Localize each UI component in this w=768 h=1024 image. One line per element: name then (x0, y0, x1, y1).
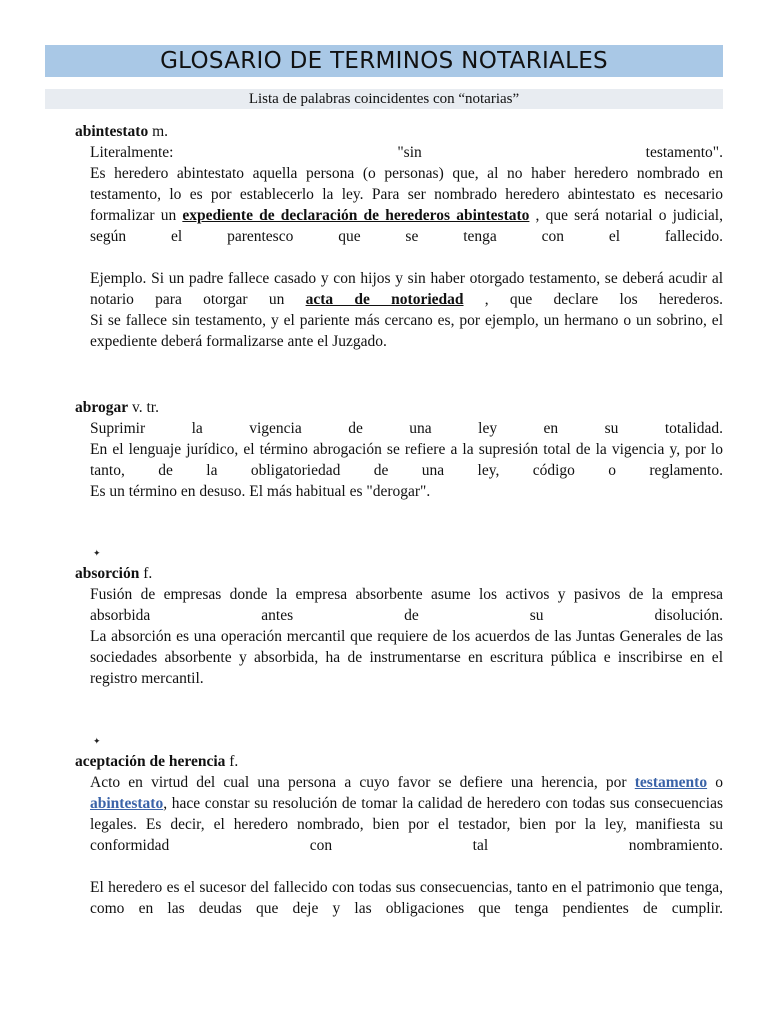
entry-term: abintestato (75, 123, 149, 140)
entry-paragraph (90, 772, 723, 856)
entry-abrogar (75, 397, 723, 502)
page-title: GLOSARIO DE TERMINOS NOTARIALES (45, 45, 723, 77)
page-subtitle: Lista de palabras coincidentes con “notarias” (45, 89, 723, 109)
entry-text: , que declare los herederos. (463, 291, 724, 308)
entry-abintestato (75, 121, 723, 352)
entry-text: Ejemplo. Si un padre fallece casado y con hijos y sin haber otorgado testamento, se deberá acudir al notario para otorgar un (90, 270, 723, 308)
bullet-star-icon: ✦ (93, 736, 101, 746)
entry-heading (75, 563, 723, 584)
entry-pos: f. (139, 565, 153, 582)
entry-paragraph (90, 268, 723, 310)
entry-paragraph: Si se fallece sin testamento, y el pariente más cercano es, por ejemplo, un hermano o un sobrino, el expediente deberá formalizarse ante el Juzgado. (90, 312, 723, 350)
entry-pos: v. tr. (128, 399, 159, 416)
entry-text: , hace constar su resolución de tomar la calidad de heredero con todas sus consecuencias legales. Es decir, el heredero nombrado, bien por el testador, bien por la ley, manifiesta su conformidad con tal nombramiento. (90, 795, 723, 854)
entry-text: o (707, 774, 724, 791)
entry-heading (75, 121, 723, 142)
entry-heading (75, 397, 723, 418)
entry-text: Es heredero abintestato aquella persona (o personas) que, al no haber heredero nombrado en testamento, lo es por establecerlo la ley. Para ser nombrado heredero abintestato es necesario formalizar un (90, 165, 723, 224)
entry-term: abrogar (75, 399, 129, 416)
entry-paragraph: En el lenguaje jurídico, el término abrogación se refiere a la supresión total de la vigencia y, por lo tanto, de la obligatoriedad de una ley, código o reglamento. (90, 441, 723, 479)
entry-aceptacion-herencia (75, 751, 723, 919)
entry-paragraph (90, 163, 723, 247)
entry-paragraph: El heredero es el sucesor del fallecido con todas sus consecuencias, tanto en el patrimonio que tenga, como en las deudas que deje y las obligaciones que tenga pendientes de cumplir. (90, 879, 723, 917)
entry-text: , que será notarial o judicial, según el parentesco que se tenga con el fallecido. (90, 207, 723, 245)
entry-line: Literalmente: "sin testamento". (90, 144, 723, 161)
entry-term: aceptación de herencia (75, 753, 226, 770)
expediente-declaracion-link[interactable]: expediente de declaración de herederos abintestato (182, 207, 530, 224)
testamento-link[interactable]: testamento (634, 774, 708, 791)
entry-line: Fusión de empresas donde la empresa absorbente asume los activos y pasivos de la empresa absorbida antes de su disolución. (90, 586, 723, 624)
entry-line: Suprimir la vigencia de una ley en su totalidad. (90, 420, 723, 437)
entry-text: Acto en virtud del cual una persona a cuyo favor se defiere una herencia, por (90, 774, 635, 791)
acta-notoriedad-link[interactable]: acta de notoriedad (305, 291, 464, 308)
entry-paragraph: Es un término en desuso. El más habitual es "derogar". (90, 483, 431, 500)
entry-heading (75, 751, 723, 772)
entry-paragraph: La absorción es una operación mercantil que requiere de los acuerdos de las Juntas Generales de las sociedades absorbente y absorbida, ha de instrumentarse en escritura pública e inscribirse en el registro mercantil. (90, 628, 723, 687)
abintestato-link[interactable]: abintestato (90, 795, 164, 812)
entry-pos: m. (148, 123, 169, 140)
entry-pos: f. (225, 753, 239, 770)
entry-term: absorción (75, 565, 140, 582)
entry-absorcion (75, 563, 723, 689)
bullet-star-icon: ✦ (93, 548, 101, 558)
